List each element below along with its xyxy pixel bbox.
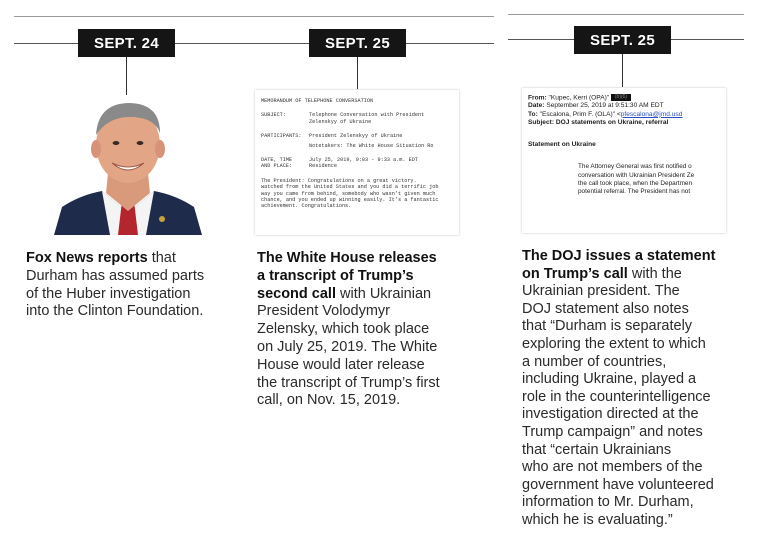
- memo-title: MEMORANDUM OF TELEPHONE CONVERSATION: [261, 98, 374, 104]
- memo-label: SUBJECT:: [261, 112, 286, 119]
- memo-body-line: chance, and you ended up winning easily. It’s a fantastic: [261, 197, 439, 204]
- memo-value: Notetakers: The White House Situation Ro: [309, 142, 434, 149]
- caption-bold-lead: Fox News reports: [26, 250, 148, 266]
- memo-value: Residence: [309, 163, 338, 170]
- caption-text: of the Huber investigation: [26, 285, 191, 302]
- caption-text: Zelensky, which took place: [257, 321, 430, 338]
- email-body-line: The Attorney General was first notified o: [578, 163, 692, 171]
- caption-text: government have volunteered: [522, 476, 714, 493]
- caption-text: a number of countries,: [522, 353, 667, 370]
- email-address-link: pfescalona@jmd.usd: [620, 110, 683, 118]
- memo-body-line: The President: Congratulations on a great victory.: [261, 177, 417, 184]
- person-portrait-image: [50, 95, 206, 235]
- caption-text: Trump campaign” and notes: [522, 423, 703, 440]
- caption-text: call, on Nov. 15, 2019.: [257, 392, 401, 409]
- caption-text: role in the counterintelligence: [522, 388, 711, 405]
- email-body-line: conversation with Ukrainian President Ze: [578, 171, 695, 179]
- memo-body-line: achievement. Congratulations.: [261, 203, 352, 210]
- email-label: From:: [528, 94, 547, 102]
- caption-text: DOJ statement also notes: [522, 300, 689, 317]
- connector-stem: [357, 57, 358, 89]
- caption-fox-news: [26, 250, 236, 321]
- memo-value: Telephone Conversation with President: [309, 112, 425, 119]
- caption-text: President Volodymyr: [257, 303, 390, 320]
- caption-text: which he is evaluating.”: [522, 511, 673, 528]
- memo-value: July 25, 2019, 9:03 - 9:33 a.m. EDT: [309, 157, 418, 164]
- email-body-line: potential referral. The President has not: [578, 188, 691, 196]
- caption-bold-lead: second call: [257, 285, 336, 302]
- email-label: Subject:: [528, 118, 555, 126]
- caption-text: investigation directed at the: [522, 406, 699, 423]
- caption-text: the transcript of Trump’s first: [257, 374, 440, 391]
- connector-stem: [126, 57, 127, 99]
- timeline-top-rule-left: [14, 16, 494, 17]
- memo-label: PARTICIPANTS:: [261, 133, 302, 140]
- caption-text: Ukrainian president. The: [522, 283, 680, 300]
- doj-email-document: [522, 88, 726, 233]
- email-value: September 25, 2019 at 9:51:30 AM EDT: [546, 102, 664, 110]
- caption-text: that “Durham is separately: [522, 318, 693, 335]
- caption-text: with Ukrainian: [335, 285, 432, 302]
- portrait-photo: [50, 95, 206, 235]
- email-section-heading: Statement on Ukraine: [528, 141, 596, 149]
- transcript-memo-document: [255, 90, 459, 235]
- memo-label: AND PLACE:: [261, 163, 293, 170]
- date-tag-sept-24: SEPT. 24: [78, 29, 175, 57]
- caption-bold-lead: The White House releases: [257, 250, 437, 266]
- caption-white-house: [257, 250, 472, 410]
- caption-bold-lead: a transcript of Trump’s: [257, 267, 414, 284]
- redaction-mark: (b)(6): [611, 94, 631, 101]
- memo-value: President Zelenskyy of Ukraine: [309, 133, 403, 140]
- memo-body-line: way you came from behind, somebody who wasn’t given much: [261, 190, 436, 197]
- date-tag-sept-25-memo: SEPT. 25: [309, 29, 406, 57]
- caption-text: who are not members of the: [522, 459, 703, 476]
- email-value: "Escalona, Prim F. (OLA)" <: [539, 110, 621, 118]
- caption-text: including Ukraine, played a: [522, 371, 697, 388]
- caption-text: with the: [627, 265, 682, 282]
- caption-text: that: [147, 250, 176, 266]
- memo-body-line: watched from the United States and you did a terrific job: [261, 184, 439, 191]
- caption-text: into the Clinton Foundation.: [26, 303, 204, 320]
- caption-bold-lead: The DOJ issues a statement: [522, 248, 716, 264]
- caption-doj: [522, 248, 747, 530]
- email-label: Date:: [528, 102, 545, 110]
- caption-text: Durham has assumed parts: [26, 267, 205, 284]
- email-body-line: the call took place, when the Departmen: [578, 180, 693, 188]
- email-subject: DOJ statements on Ukraine, referral: [555, 118, 669, 126]
- email-value: "Kupec, Kerri (OPA)": [548, 94, 610, 102]
- caption-text: House would later release: [257, 356, 425, 373]
- connector-stem: [622, 54, 623, 87]
- caption-text: that “certain Ukrainians: [522, 441, 672, 458]
- caption-text: exploring the extent to which: [522, 335, 706, 352]
- timeline-top-rule-right: [508, 14, 744, 15]
- memo-label: DATE, TIME: [261, 157, 293, 164]
- memo-value: Zelenskyy of Ukraine: [309, 118, 372, 125]
- caption-text: information to Mr. Durham,: [522, 494, 694, 511]
- date-tag-sept-25-doj: SEPT. 25: [574, 26, 671, 54]
- email-label: To:: [528, 110, 538, 118]
- caption-bold-lead: on Trump’s call: [522, 265, 628, 282]
- caption-text: on July 25, 2019. The White: [257, 338, 438, 355]
